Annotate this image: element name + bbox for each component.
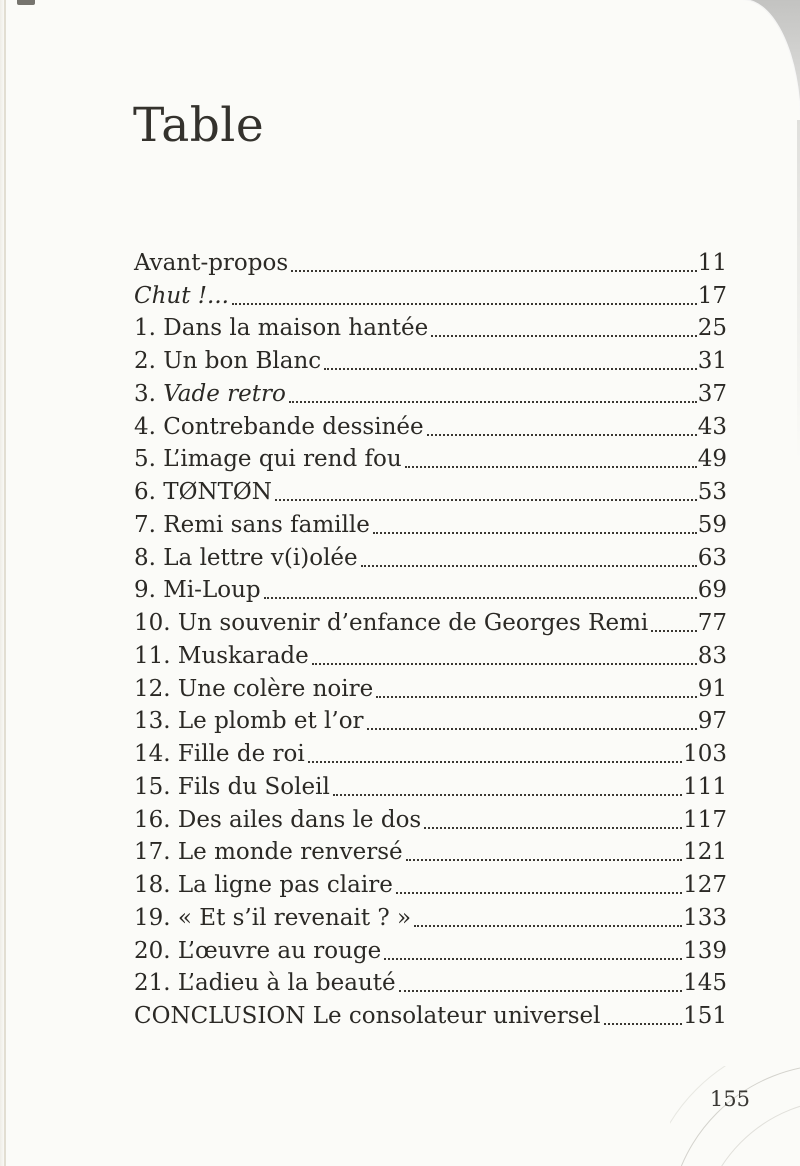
toc-entry-number: 20. [134, 937, 178, 964]
toc-dotted-leader [651, 630, 696, 632]
toc-entry-number: 10. [134, 610, 178, 637]
toc-entry-page: 11 [697, 249, 727, 276]
toc-entry-number: 7. [134, 511, 164, 538]
toc-entry-title: Avant-propos [134, 249, 289, 276]
toc-entry-title: Fils du Soleil [177, 773, 330, 800]
toc-entry [134, 276, 727, 309]
toc-entry [134, 505, 727, 538]
toc-entry-title: Le plomb et l’or [177, 708, 364, 735]
toc-dotted-leader [424, 827, 682, 829]
toc-entry-page: 53 [697, 479, 727, 506]
toc-entry-number: 15. [134, 773, 178, 800]
toc-entry-page: 151 [683, 1003, 727, 1030]
toc-dotted-leader [324, 368, 697, 370]
page-title: Table [133, 98, 265, 153]
toc-entry-title: Une colère noire [177, 675, 374, 702]
top-left-scan-mark [17, 0, 35, 5]
toc-dotted-leader [399, 990, 682, 992]
toc-entry [134, 931, 727, 964]
toc-entry-number: 19. [134, 904, 178, 931]
toc-entry-title: Contrebande dessinée [163, 413, 424, 440]
toc-entry-page: 77 [697, 610, 727, 637]
toc-entry [134, 702, 727, 735]
toc-entry [134, 341, 727, 374]
toc-dotted-leader [373, 532, 697, 534]
toc-entry-page: 25 [697, 315, 727, 342]
toc-entry-title: Muskarade [177, 642, 309, 669]
toc-entry-page: 31 [697, 348, 727, 375]
page-curl-arc [670, 1066, 800, 1166]
toc-entry-number: 3. [134, 380, 164, 407]
toc-dotted-leader [289, 401, 697, 403]
toc-entry-page: 83 [697, 642, 727, 669]
toc-dotted-leader [431, 335, 697, 337]
toc-dotted-leader [427, 434, 697, 436]
toc-entry [134, 603, 727, 636]
toc-entry-number: 6. [134, 479, 164, 506]
toc-entry-number: 11. [134, 642, 178, 669]
toc-entry [134, 243, 727, 276]
toc-dotted-leader [414, 925, 682, 927]
toc-dotted-leader [384, 958, 682, 960]
toc-entry [134, 833, 727, 866]
toc-dotted-leader [275, 499, 697, 501]
toc-entry-number: 2. [134, 348, 164, 375]
toc-entry-title: TØNTØN [163, 479, 272, 506]
toc-entry-title: Un bon Blanc [163, 348, 322, 375]
toc-entry-page: 139 [683, 937, 727, 964]
toc-entry-title: L’œuvre au rouge [177, 937, 382, 964]
toc-entry-page: 49 [697, 446, 727, 473]
toc-entry-page: 91 [697, 675, 727, 702]
toc-dotted-leader [376, 696, 696, 698]
toc-entry-title: CONCLUSION Le consolateur universel [134, 1003, 601, 1030]
toc-dotted-leader [308, 761, 682, 763]
toc-dotted-leader [604, 1023, 683, 1025]
left-edge-line [4, 0, 6, 1166]
toc-dotted-leader [361, 565, 697, 567]
toc-entry [134, 472, 727, 505]
toc-entry-number: 18. [134, 872, 178, 899]
page-number: 155 [709, 1087, 750, 1111]
toc-entry-page: 37 [697, 380, 727, 407]
toc-entry-number: 5. [134, 446, 164, 473]
toc-entry [134, 734, 727, 767]
toc-entry-title: Chut !... [134, 282, 229, 309]
toc-entry-number: 8. [134, 544, 164, 571]
toc-entry [134, 374, 727, 407]
toc-entry [134, 800, 727, 833]
toc-entry-title: Des ailes dans le dos [177, 806, 422, 833]
toc-entry [134, 538, 727, 571]
page-curl-lines [670, 1066, 800, 1166]
toc-entry-title: « Et s’il revenait ? » [177, 904, 412, 931]
toc-entry [134, 898, 727, 931]
toc-entry-page: 17 [697, 282, 727, 309]
toc-entry-title: La ligne pas claire [177, 872, 393, 899]
toc-entry-page: 127 [683, 872, 727, 899]
toc-entry-page: 69 [697, 577, 727, 604]
toc-entry-number: 21. [134, 970, 178, 997]
toc-entry-title: L’adieu à la beauté [177, 970, 396, 997]
toc-entry [134, 996, 727, 1029]
toc-entry [134, 440, 727, 473]
toc-dotted-leader [406, 859, 682, 861]
toc-dotted-leader [312, 663, 697, 665]
toc-entry-title: La lettre v(i)olée [163, 544, 358, 571]
toc-entry [134, 407, 727, 440]
toc-entry-page: 43 [697, 413, 727, 440]
toc-entry-title: Dans la maison hantée [163, 315, 429, 342]
toc-entry-page: 103 [683, 741, 727, 768]
toc-list [134, 243, 727, 1029]
toc-entry-number: 9. [134, 577, 164, 604]
toc-dotted-leader [291, 270, 697, 272]
toc-entry-number: 14. [134, 741, 178, 768]
toc-entry-page: 97 [697, 708, 727, 735]
toc-entry-page: 117 [683, 806, 727, 833]
toc-entry-page: 59 [697, 511, 727, 538]
toc-entry-page: 63 [697, 544, 727, 571]
toc-entry-title: Vade retro [163, 380, 286, 407]
toc-entry-number: 13. [134, 708, 178, 735]
toc-entry-number: 16. [134, 806, 178, 833]
toc-entry-title: Remi sans famille [163, 511, 370, 538]
toc-dotted-leader [405, 466, 697, 468]
toc-entry-title: Un souvenir d’enfance de Georges Remi [177, 610, 649, 637]
toc-entry-number: 12. [134, 675, 178, 702]
toc-entry [134, 767, 727, 800]
toc-entry-title: Fille de roi [177, 741, 305, 768]
toc-entry [134, 669, 727, 702]
toc-entry-page: 111 [683, 773, 727, 800]
toc-dotted-leader [396, 892, 682, 894]
toc-dotted-leader [264, 597, 697, 599]
toc-entry-page: 133 [683, 904, 727, 931]
toc-entry [134, 865, 727, 898]
toc-entry [134, 964, 727, 997]
toc-entry-page: 145 [683, 970, 727, 997]
toc-entry [134, 571, 727, 604]
toc-entry-number: 1. [134, 315, 164, 342]
toc-entry-title: Mi-Loup [163, 577, 261, 604]
toc-dotted-leader [367, 728, 697, 730]
toc-entry-title: L’image qui rend fou [163, 446, 402, 473]
toc-entry-number: 17. [134, 839, 178, 866]
toc-dotted-leader [333, 794, 682, 796]
page-curl-arc [670, 1066, 800, 1166]
toc-entry [134, 309, 727, 342]
toc-entry-title: Le monde renversé [177, 839, 403, 866]
toc-entry-number: 4. [134, 413, 164, 440]
toc-dotted-leader [232, 303, 697, 305]
toc-entry-page: 121 [683, 839, 727, 866]
toc-entry [134, 636, 727, 669]
